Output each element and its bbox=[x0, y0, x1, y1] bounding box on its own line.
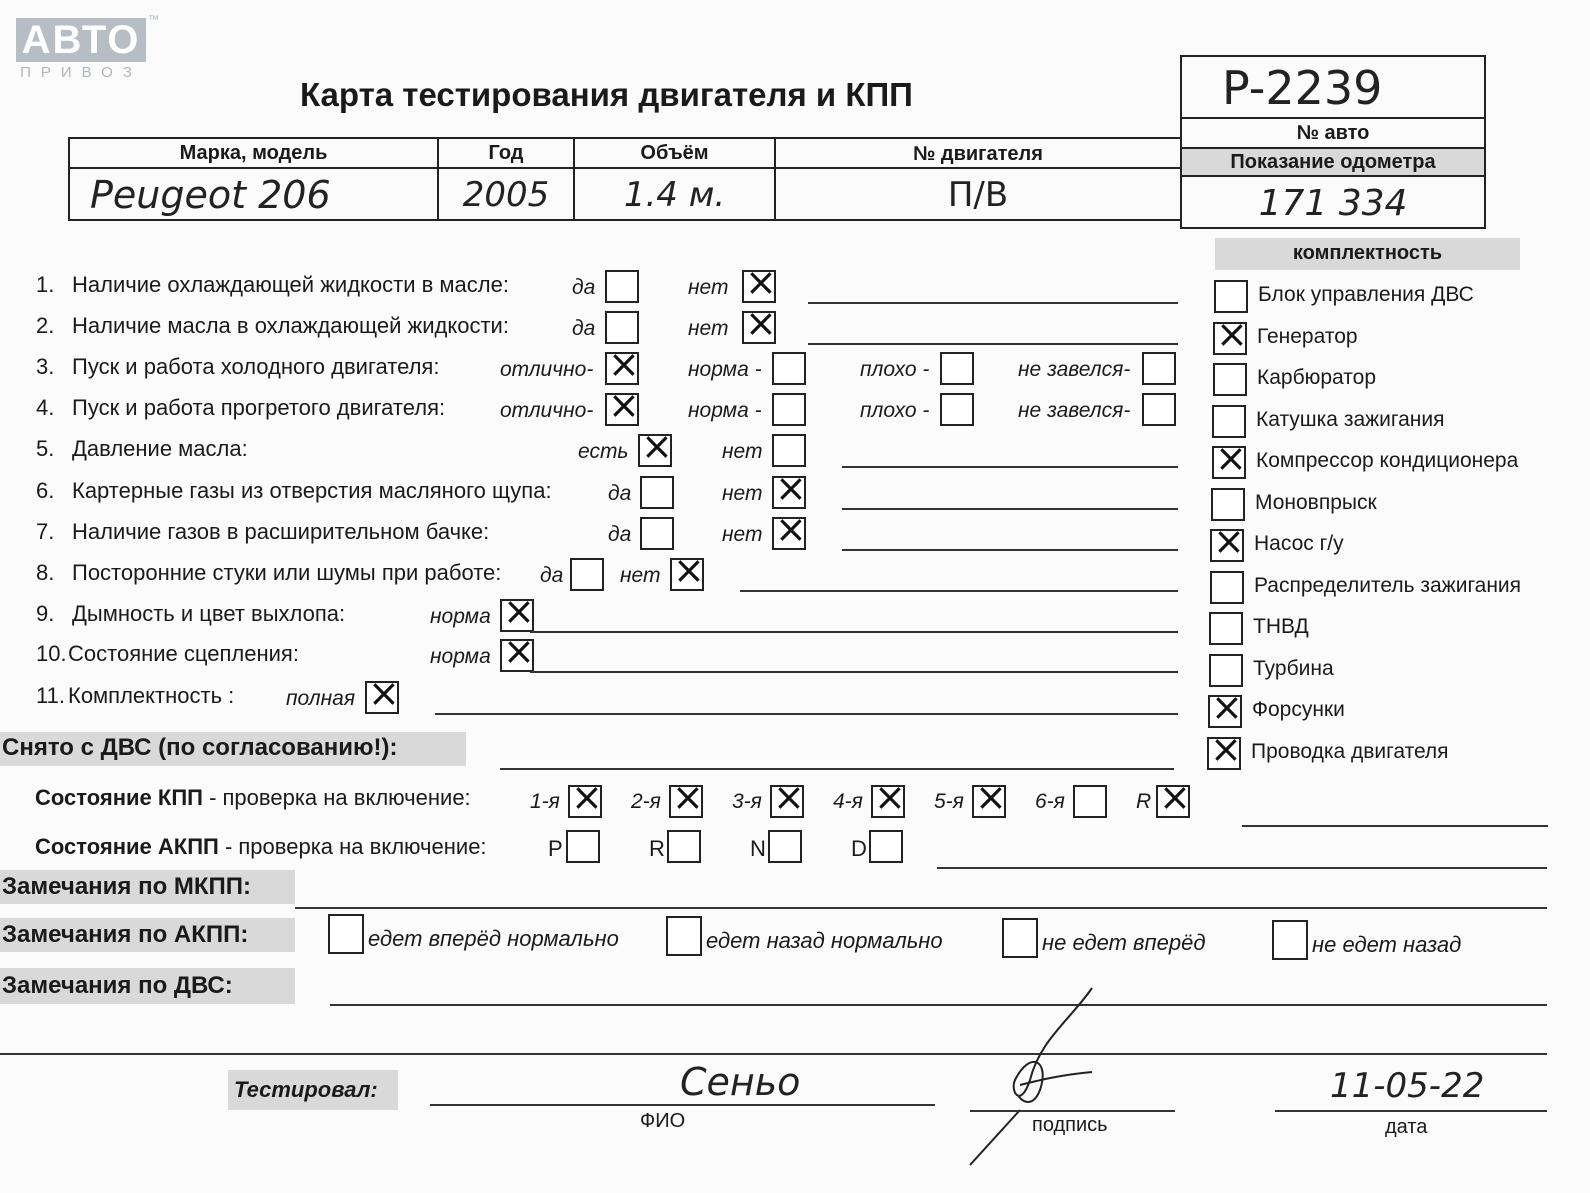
completeness-checkbox[interactable] bbox=[1212, 446, 1246, 479]
akpp-mode-checkbox[interactable] bbox=[869, 830, 903, 863]
akpp-label: Состояние АКПП - проверка на включение: bbox=[35, 834, 487, 859]
akpp-remark-checkbox[interactable] bbox=[1272, 920, 1308, 960]
check-number: 6. bbox=[36, 478, 55, 503]
year-value: 2005 bbox=[462, 175, 550, 215]
odometer-value: 171 334 bbox=[1258, 183, 1408, 224]
check-option-checkbox[interactable] bbox=[742, 311, 776, 344]
check-line bbox=[808, 343, 1178, 345]
completeness-checkbox[interactable] bbox=[1209, 612, 1243, 645]
gear-label: 1-я bbox=[530, 790, 560, 813]
check-option-checkbox[interactable] bbox=[772, 517, 806, 550]
gear-label: 4-я bbox=[833, 790, 863, 813]
check-option-label: отлично- bbox=[500, 399, 594, 422]
name-line bbox=[430, 1104, 935, 1106]
check-question: Наличие газов в расширительном бачке: bbox=[72, 519, 490, 544]
gear-checkbox[interactable] bbox=[1156, 785, 1190, 818]
date-line bbox=[1275, 1110, 1547, 1112]
check-option-checkbox[interactable] bbox=[640, 476, 674, 509]
brand-value: Peugeot 206 bbox=[90, 173, 331, 217]
check-line bbox=[808, 302, 1178, 304]
check-option-checkbox[interactable] bbox=[940, 352, 974, 385]
completeness-checkbox[interactable] bbox=[1213, 322, 1247, 355]
completeness-checkbox[interactable] bbox=[1210, 529, 1244, 562]
akpp-mode-label: N bbox=[750, 836, 766, 861]
akpp-remark-checkbox[interactable] bbox=[666, 916, 702, 956]
brand-value-cell bbox=[68, 167, 439, 221]
engine-label-cell bbox=[774, 137, 1182, 169]
volume-value: 1.4 м. bbox=[623, 175, 726, 215]
check-option-checkbox[interactable] bbox=[742, 270, 776, 303]
check-question: Наличие масла в охлаждающей жидкости: bbox=[72, 313, 509, 338]
completeness-item-label: Форсунки bbox=[1252, 698, 1345, 721]
check-option-checkbox[interactable] bbox=[670, 558, 704, 591]
completeness-checkbox[interactable] bbox=[1213, 363, 1247, 396]
check-number: 4. bbox=[36, 395, 55, 420]
odometer-value-cell bbox=[1180, 175, 1486, 229]
tested-label: Тестировал: bbox=[234, 1077, 378, 1102]
check-question: Комплектность : bbox=[68, 683, 235, 708]
name-caption: ФИО bbox=[640, 1110, 686, 1132]
check-option-checkbox[interactable] bbox=[570, 558, 604, 591]
akpp-mode-checkbox[interactable] bbox=[667, 830, 701, 863]
check-option-checkbox[interactable] bbox=[772, 352, 806, 385]
check-option-label: норма bbox=[430, 645, 491, 668]
check-option-label: нет bbox=[722, 482, 763, 505]
gear-label: 5-я bbox=[934, 790, 964, 813]
remarks-mkpp-label: Замечания по МКПП: bbox=[2, 873, 252, 900]
year-label-cell bbox=[437, 137, 575, 169]
tested-label-bg bbox=[228, 1070, 398, 1110]
check-option-label: плохо - bbox=[860, 358, 930, 381]
akpp-remark-checkbox[interactable] bbox=[328, 914, 364, 954]
kpp-label: Состояние КПП - проверка на включение: bbox=[35, 785, 471, 810]
check-question: Наличие охлаждающей жидкости в масле: bbox=[72, 272, 509, 297]
car-number-label: № авто bbox=[1296, 122, 1370, 144]
car-number-value: P-2239 bbox=[1222, 61, 1383, 115]
check-question: Пуск и работа холодного двигателя: bbox=[72, 354, 440, 379]
completeness-checkbox[interactable] bbox=[1207, 737, 1241, 770]
check-option-checkbox[interactable] bbox=[500, 599, 534, 632]
signature bbox=[960, 980, 1100, 1180]
odometer-label-cell bbox=[1180, 147, 1486, 177]
completeness-item-label: Турбина bbox=[1253, 656, 1334, 680]
check-number: 9. bbox=[36, 601, 55, 626]
volume-label-cell bbox=[573, 137, 776, 169]
remarks-akpp-bg bbox=[0, 918, 295, 952]
check-number: 5. bbox=[36, 436, 55, 461]
check-option-label: нет bbox=[722, 440, 763, 463]
check-number: 2. bbox=[36, 313, 55, 338]
remarks-mkpp-line bbox=[295, 907, 1547, 909]
completeness-item-label: Насос г/у bbox=[1254, 532, 1344, 555]
check-option-label: нет bbox=[620, 564, 661, 587]
date-value: 11-05-22 bbox=[1330, 1066, 1485, 1106]
check-option-label: норма - bbox=[688, 399, 762, 422]
check-line bbox=[842, 466, 1178, 468]
check-option-label: не завелся- bbox=[1018, 358, 1131, 381]
check-option-label: норма - bbox=[688, 358, 762, 381]
brand-label: Марка, модель bbox=[179, 142, 328, 164]
check-option-label: да bbox=[572, 317, 596, 340]
removed-label: Снято с ДВС (по согласованию!): bbox=[2, 734, 398, 761]
akpp-line bbox=[937, 867, 1547, 869]
check-option-checkbox[interactable] bbox=[1142, 352, 1176, 385]
brand-label-cell bbox=[68, 137, 439, 169]
completeness-title-bg bbox=[1215, 238, 1520, 270]
completeness-item-label: Распределитель зажигания bbox=[1254, 573, 1522, 597]
date-caption: дата bbox=[1385, 1116, 1428, 1138]
check-option-label: да bbox=[608, 482, 632, 505]
year-value-cell bbox=[437, 167, 575, 221]
check-line bbox=[842, 508, 1178, 510]
akpp-mode-checkbox[interactable] bbox=[768, 830, 802, 863]
completeness-item-label: Катушка зажигания bbox=[1256, 407, 1445, 431]
check-option-checkbox[interactable] bbox=[772, 393, 806, 426]
akpp-mode-label: R bbox=[649, 836, 665, 861]
completeness-item-label: Моновпрыск bbox=[1255, 490, 1377, 514]
removed-label-bg bbox=[0, 732, 466, 766]
akpp-remark-checkbox[interactable] bbox=[1002, 918, 1038, 958]
akpp-mode-checkbox[interactable] bbox=[566, 830, 600, 863]
remarks-dvs-label: Замечания по ДВС: bbox=[2, 972, 233, 999]
check-line bbox=[435, 713, 1178, 715]
car-number-label-cell bbox=[1180, 117, 1486, 149]
completeness-item-label: ТНВД bbox=[1253, 615, 1309, 638]
check-number: 8. bbox=[36, 560, 55, 585]
removed-line bbox=[500, 768, 1174, 770]
remarks-mkpp-bg bbox=[0, 870, 295, 904]
check-question: Состояние сцепления: bbox=[68, 641, 299, 666]
check-option-label: нет bbox=[688, 317, 729, 340]
completeness-checkbox[interactable] bbox=[1214, 280, 1248, 313]
check-line bbox=[740, 590, 1178, 592]
remarks-dvs-line-1 bbox=[330, 1004, 1547, 1006]
car-number-cell bbox=[1180, 55, 1486, 119]
check-option-checkbox[interactable] bbox=[638, 434, 672, 467]
logo-trademark: ™ bbox=[148, 14, 159, 26]
signature-line bbox=[970, 1110, 1175, 1112]
check-option-label: не завелся- bbox=[1018, 399, 1131, 422]
check-line bbox=[842, 549, 1178, 551]
check-question: Картерные газы из отверстия масляного щупа: bbox=[72, 478, 552, 503]
completeness-item-label: Компрессор кондиционера bbox=[1256, 449, 1519, 472]
check-option-checkbox[interactable] bbox=[365, 681, 399, 714]
akpp-remark-label: не едет вперёд bbox=[1042, 930, 1206, 955]
check-number: 1. bbox=[36, 272, 55, 297]
akpp-remark-label: едет вперёд нормально bbox=[368, 926, 619, 951]
completeness-item-label: Карбюратор bbox=[1257, 366, 1377, 389]
remarks-dvs-bg bbox=[0, 968, 295, 1004]
check-option-checkbox[interactable] bbox=[605, 311, 639, 344]
gear-checkbox[interactable] bbox=[871, 785, 905, 818]
completeness-item-label: Проводка двигателя bbox=[1251, 739, 1449, 763]
completeness-checkbox[interactable] bbox=[1212, 405, 1246, 438]
completeness-checkbox[interactable] bbox=[1210, 571, 1244, 604]
gear-label: 2-я bbox=[631, 790, 661, 813]
signature-caption: подпись bbox=[1032, 1114, 1108, 1136]
logo-subtitle: ПРИВОЗ bbox=[20, 64, 142, 81]
check-option-checkbox[interactable] bbox=[605, 352, 639, 385]
akpp-remark-label: не едет назад bbox=[1312, 932, 1462, 957]
check-option-checkbox[interactable] bbox=[940, 393, 974, 426]
kpp-line bbox=[1242, 825, 1548, 827]
name-value: Сеньо bbox=[680, 1060, 801, 1104]
engine-value-cell bbox=[774, 167, 1182, 221]
completeness-checkbox[interactable] bbox=[1208, 695, 1242, 728]
gear-checkbox[interactable] bbox=[568, 785, 602, 818]
gear-label: 6-я bbox=[1035, 790, 1065, 813]
check-question: Пуск и работа прогретого двигателя: bbox=[72, 395, 446, 420]
logo: АВТО bbox=[16, 18, 146, 62]
check-option-label: есть bbox=[578, 440, 629, 463]
akpp-mode-label: D bbox=[851, 836, 867, 861]
completeness-item-label: Генератор bbox=[1257, 324, 1358, 348]
year-label: Год bbox=[488, 142, 524, 164]
gear-label: 3-я bbox=[732, 790, 762, 813]
check-number: 3. bbox=[36, 354, 55, 379]
akpp-remark-label: едет назад нормально bbox=[706, 928, 943, 953]
check-option-label: нет bbox=[688, 276, 729, 299]
check-option-label: норма bbox=[430, 605, 491, 628]
check-line bbox=[530, 631, 1178, 633]
check-number: 11. bbox=[36, 683, 65, 708]
odometer-label: Показание одометра bbox=[1230, 151, 1436, 173]
completeness-title: комплектность bbox=[1292, 242, 1443, 264]
check-option-label: да bbox=[540, 564, 564, 587]
gear-checkbox[interactable] bbox=[770, 785, 804, 818]
check-line bbox=[530, 671, 1178, 673]
volume-value-cell bbox=[573, 167, 776, 221]
check-option-label: да bbox=[608, 523, 632, 546]
check-option-label: нет bbox=[722, 523, 763, 546]
check-option-checkbox[interactable] bbox=[605, 393, 639, 426]
check-number: 7. bbox=[36, 519, 55, 544]
check-question: Дымность и цвет выхлопа: bbox=[72, 601, 346, 626]
check-question: Давление масла: bbox=[72, 436, 248, 461]
gear-checkbox[interactable] bbox=[669, 785, 703, 818]
check-option-checkbox[interactable] bbox=[640, 517, 674, 550]
check-option-checkbox[interactable] bbox=[772, 476, 806, 509]
check-option-checkbox[interactable] bbox=[500, 639, 534, 672]
completeness-checkbox[interactable] bbox=[1209, 654, 1243, 687]
gear-checkbox[interactable] bbox=[972, 785, 1006, 818]
check-option-label: полная bbox=[286, 687, 356, 710]
remarks-dvs-line-2 bbox=[0, 1053, 1547, 1055]
check-option-checkbox[interactable] bbox=[772, 434, 806, 467]
akpp-mode-label: P bbox=[548, 836, 563, 861]
volume-label: Объём bbox=[640, 142, 709, 164]
check-option-label: да bbox=[572, 276, 596, 299]
check-option-checkbox[interactable] bbox=[605, 270, 639, 303]
check-option-checkbox[interactable] bbox=[1142, 393, 1176, 426]
engine-label: № двигателя bbox=[913, 143, 1043, 165]
check-option-label: плохо - bbox=[860, 399, 930, 422]
engine-value: П/В bbox=[947, 175, 1009, 215]
completeness-item-label: Блок управления ДВС bbox=[1258, 283, 1474, 306]
gear-checkbox[interactable] bbox=[1073, 785, 1107, 818]
check-number: 10. bbox=[36, 641, 67, 666]
check-option-label: отлично- bbox=[500, 358, 594, 381]
completeness-checkbox[interactable] bbox=[1211, 488, 1245, 521]
remarks-akpp-label: Замечания по АКПП: bbox=[2, 921, 249, 948]
gear-label: R bbox=[1136, 790, 1152, 813]
page-title: Карта тестирования двигателя и КПП bbox=[300, 76, 913, 113]
check-question: Посторонние стуки или шумы при работе: bbox=[72, 560, 502, 585]
